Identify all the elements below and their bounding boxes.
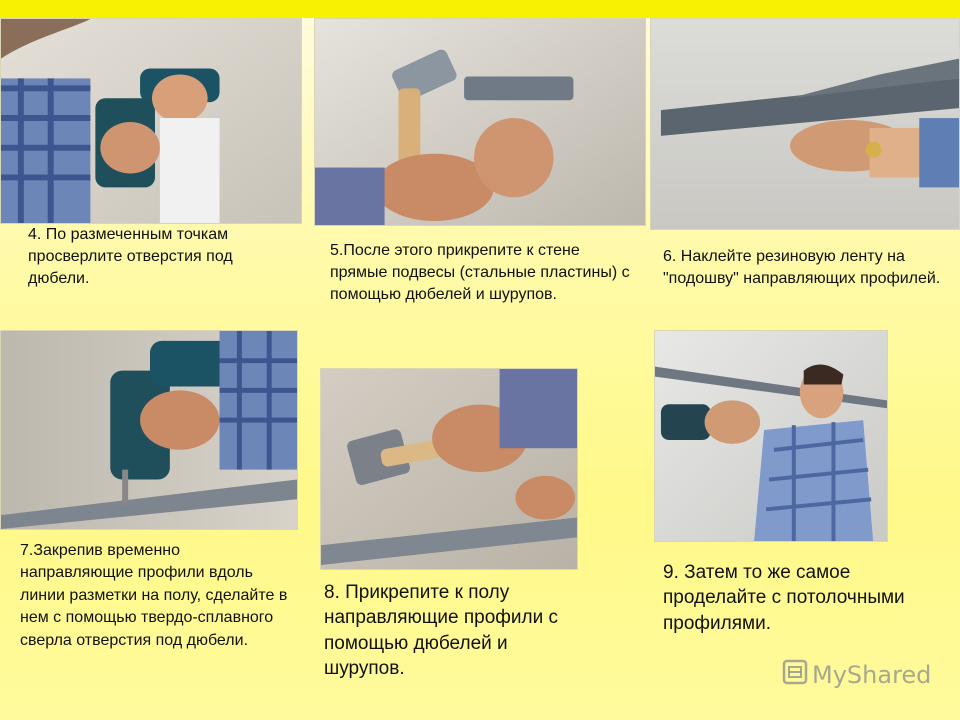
- photo-step-8-hammer-floor: [320, 368, 578, 570]
- myshared-watermark: [782, 660, 931, 690]
- photo-step-5-hammer-hanger: [314, 18, 646, 226]
- top-yellow-bar: [0, 0, 960, 18]
- caption-step-7: 7.Закрепив временно направляющие профили вдоль линии разметки на полу, сделайте в нем с помощью твердо-сплавного сверла отверстия под дюбели.: [20, 542, 288, 649]
- caption-step-8: 8. Прикрепите к полу направляющие профили с помощью дюбелей и шурупов.: [324, 582, 559, 679]
- myshared-logo-icon: [782, 659, 808, 691]
- watermark-text: MyShared: [812, 661, 932, 689]
- photo-step-6-rubber-tape: [650, 18, 960, 230]
- caption-step-4: 4. По размеченным точкам просверлите отверстия под дюбели.: [28, 226, 233, 288]
- photo-step-7-drill-floor: [0, 330, 298, 530]
- photo-step-9-ceiling-drill: [654, 330, 888, 542]
- caption-step-6: 6. Наклейте резиновую ленту на "подошву" направляющих профилей.: [663, 248, 941, 288]
- caption-step-9: 9. Затем то же самое проделайте с потолочными профилями.: [663, 562, 905, 634]
- photo-step-4-drill-wall: [0, 18, 302, 224]
- caption-step-5: 5.После этого прикрепите к стене прямые подвесы (стальные пластины) с помощью дюбелей и шурупов.: [330, 242, 630, 304]
